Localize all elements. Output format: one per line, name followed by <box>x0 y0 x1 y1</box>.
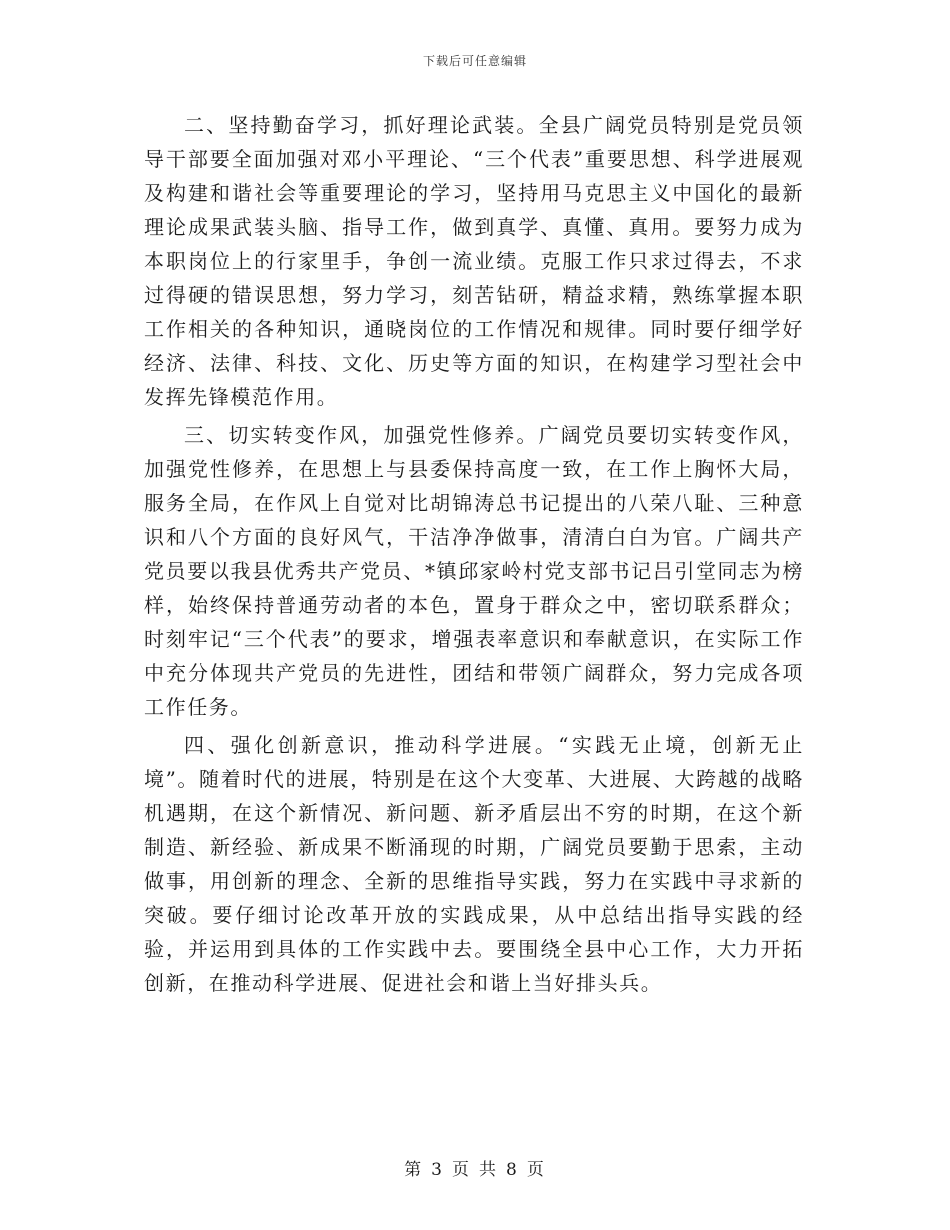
document-body <box>144 108 804 1000</box>
paragraph-study: 二、坚持勤奋学习，抓好理论武装。全县广阔党员特别是党员领导干部要全面加强对邓小平理论、“三个代表”重要思想、科学进展观及构建和谐社会等重要理论的学习，坚持用马克思主义中国化的最新理论成果武装头脑、指导工作，做到真学、真懂、真用。要努力成为本职岗位上的行家里手，争创一流业绩。克服工作只求过得去，不求过得硬的错误思想，努力学习，刻苦钻研，精益求精，熟练掌握本职工作相关的各种知识，通晓岗位的工作情况和规律。同时要仔细学好经济、法律、科技、文化、历史等方面的知识，在构建学习型社会中发挥先锋模范作用。 <box>144 113 804 409</box>
footer-suffix: 页 <box>526 1160 546 1180</box>
footer-total-word: 共 <box>479 1160 498 1180</box>
page-footer <box>0 1155 950 1180</box>
footer-prefix: 第 <box>404 1160 424 1180</box>
footer-page-word: 页 <box>452 1160 471 1180</box>
paragraph-innovation: 四、强化创新意识，推动科学进展。“实践无止境，创新无止境”。随着时代的进展，特别是在这个大变革、大进展、大跨越的战略机遇期，在这个新情况、新问题、新矛盾层出不穷的时期，在这个新制造、新经验、新成果不断涌现的时期，广阔党员要勤于思索，主动做事，用创新的理念、全新的思维指导实践，努力在实践中寻求新的突破。要仔细讨论改革开放的实践成果，从中总结出指导实践的经验，并运用到具体的工作实践中去。要围绕全县中心工作，大力开拓创新，在推动科学进展、促进社会和谐上当好排头兵。 <box>144 733 804 995</box>
footer-current-page: 3 <box>431 1160 444 1180</box>
footer-total-pages: 8 <box>506 1160 519 1180</box>
page-header-note: 下载后可任意编辑 <box>422 54 527 68</box>
paragraph-style: 三、切实转变作风，加强党性修养。广阔党员要切实转变作风，加强党性修养，在思想上与县委保持高度一致，在工作上胸怀大局，服务全局，在作风上自觉对比胡锦涛总书记提出的八荣八耻、三种意识和八个方面的良好风气，干洁净净做事，清清白白为官。广阔共产党员要以我县优秀共产党员、*镇邱家岭村党支部书记吕引堂同志为榜样，始终保持普通劳动者的本色，置身于群众之中，密切联系群众；时刻牢记“三个代表”的要求，增强表率意识和奉献意识，在实际工作中充分体现共产党员的先进性，团结和带领广阔群众，努力完成各项工作任务。 <box>144 423 804 719</box>
